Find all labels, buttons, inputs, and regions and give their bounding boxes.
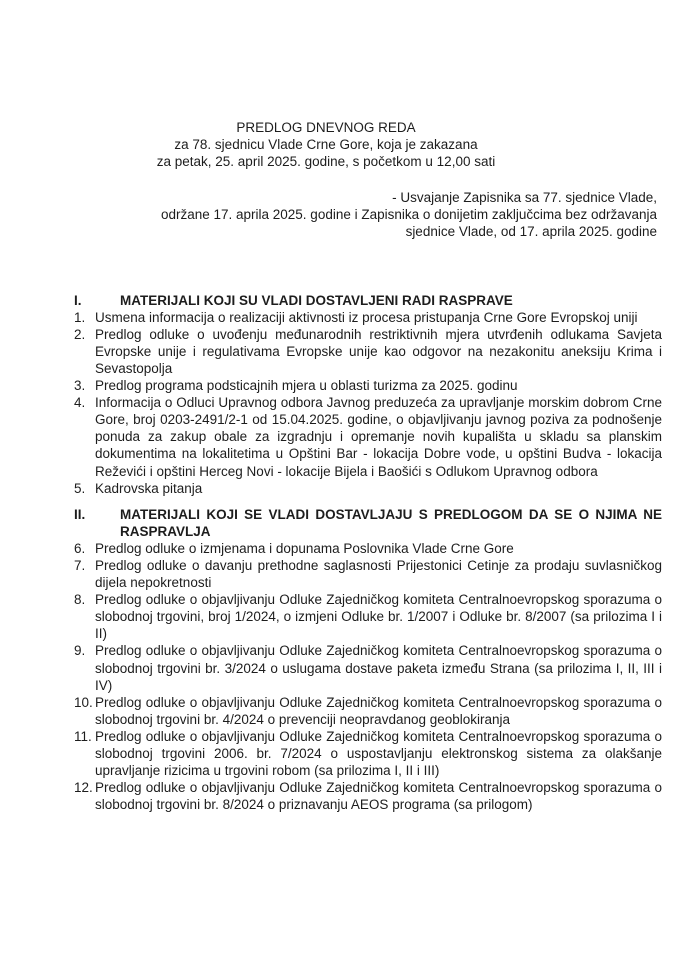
agenda-item-text: Predlog odluke o objavljivanju Odluke Zajedničkog komiteta Centralnoevropskog sporazuma o slobodnoj trgovini br. 3/2024 o uslugama dostave paketa između Strana (sa prilozima I, II, III i IV) <box>95 643 662 693</box>
agenda-item-number: 6. <box>74 540 86 556</box>
minutes-adoption-line: - Usvajanje Zapisnika sa 77. sjednice Vlade, <box>392 190 657 206</box>
document-title-line: za 78. sjednicu Vlade Crne Gore, koja je zakazana <box>174 137 478 153</box>
agenda-item <box>74 728 662 779</box>
agenda-item-number: 9. <box>74 643 86 659</box>
agenda-item-number: 5. <box>74 480 86 496</box>
agenda-item <box>74 309 662 326</box>
agenda-item-number: 2. <box>74 326 86 342</box>
document-header <box>0 119 652 170</box>
agenda-item <box>74 694 662 728</box>
agenda-item-text: Usmena informacija o realizaciji aktivnosti iz procesa pristupanja Crne Gore Evropskoj uniji <box>95 309 638 325</box>
agenda-item-number: 10. <box>74 694 93 710</box>
agenda-item <box>74 642 662 693</box>
agenda-item <box>74 394 662 479</box>
section-heading <box>74 292 662 309</box>
agenda-item <box>74 557 662 591</box>
agenda-item-text: Predlog odluke o davanju prethodne saglasnosti Prijestonici Cetinje za prodaju suvlasničkog dijela nepokretnosti <box>95 557 662 591</box>
document-title-line: za petak, 25. april 2025. godine, s početkom u 12,00 sati <box>156 154 496 170</box>
agenda-items-list <box>74 540 662 814</box>
agenda-item-text: Predlog odluke o objavljivanju Odluke Zajedničkog komiteta Centralnoevropskog sporazuma o slobodnoj trgovini 2006. br. 7/2024 o uspostavljanju elektronskog sistema za olakšanje upravljanje rizicima u trgovini robom (sa prilozima I, II i III) <box>95 728 662 779</box>
minutes-adoption-line: održane 17. aprila 2025. godine i Zapisnika o donijetim zaključcima bez održavanja <box>160 207 657 223</box>
agenda-item <box>74 480 662 497</box>
section-numeral: II. <box>74 506 86 522</box>
agenda-item-number: 11. <box>74 728 92 744</box>
minutes-adoption-paragraph <box>0 189 657 240</box>
section-numeral: I. <box>74 292 82 308</box>
agenda-item-text: Predlog odluke o uvođenju međunarodnih restriktivnih mjera utvrđenih odlukama Savjeta Evropske unije i regulativama Evropske unije kao odgovor na nezakonitu aneksiju Krima i Sevastopolja <box>95 326 662 376</box>
agenda-item-text: Predlog programa podsticajnih mjera u oblasti turizma za 2025. godinu <box>95 378 518 394</box>
agenda-item <box>74 377 662 394</box>
section-heading-text: MATERIJALI KOJI SU VLADI DOSTAVLJENI RADI RASPRAVE <box>120 292 513 308</box>
agenda-item-text: Informacija o Odluci Upravnog odbora Javnog preduzeća za upravljanje morskim dobrom Crne Gore, broj 0203-2491/2-1 od 15.04.2025. godine, o objavljivanju javnog poziva za podnošenje ponuda za zakup obale za izgradnju i opremanje novih kupališta u skladu sa planskim dokumentima na lokalitetima u Opštini Bar - lokacija Dobre vode, u opštini Budva - lokacija Reževići i opštini Herceg Novi - lokacije Bijela i Baošići s Odlukom Upravnog odbora <box>95 395 662 479</box>
agenda-item-text: Predlog odluke o objavljivanju Odluke Zajedničkog komiteta Centralnoevropskog sporazuma o slobodnoj trgovini, broj 1/2024, o izmjeni Odluke br. 1/2007 i Odluke br. 8/2007 (sa prilozima I i II) <box>95 592 662 642</box>
section-materials-without-discussion <box>74 506 662 814</box>
agenda-item-text: Predlog odluke o objavljivanju Odluke Zajedničkog komiteta Centralnoevropskog sporazuma o slobodnoj trgovini br. 4/2024 o prevenciji neopravdanog geoblokiranja <box>95 694 662 727</box>
document-title-line: PREDLOG DNEVNOG REDA <box>236 120 416 135</box>
agenda-item-number: 1. <box>74 309 86 325</box>
agenda-item <box>74 779 662 813</box>
agenda-item-number: 8. <box>74 592 86 608</box>
section-heading <box>74 506 662 540</box>
agenda-item-number: 4. <box>74 395 86 411</box>
minutes-adoption-line: sjednice Vlade, od 17. aprila 2025. godine <box>405 224 657 240</box>
agenda-items-list <box>74 309 662 497</box>
agenda-item-number: 3. <box>74 378 86 394</box>
agenda-item <box>74 326 662 377</box>
agenda-item-text: Predlog odluke o izmjenama i dopunama Poslovnika Vlade Crne Gore <box>95 540 514 556</box>
agenda-item <box>74 591 662 642</box>
section-heading-text: MATERIJALI KOJI SE VLADI DOSTAVLJAJU S PREDLOGOM DA SE O NJIMA NE RASPRAVLJA <box>120 506 662 539</box>
agenda-item-number: 12. <box>74 780 93 796</box>
agenda-item-text: Kadrovska pitanja <box>95 480 203 496</box>
section-materials-for-discussion <box>74 292 662 497</box>
agenda-item <box>74 540 662 557</box>
agenda-item-number: 7. <box>74 557 86 573</box>
agenda-item-text: Predlog odluke o objavljivanju Odluke Zajedničkog komiteta Centralnoevropskog sporazuma o slobodnoj trgovini br. 8/2024 o priznavanju AEOS programa (sa prilogom) <box>95 780 662 813</box>
